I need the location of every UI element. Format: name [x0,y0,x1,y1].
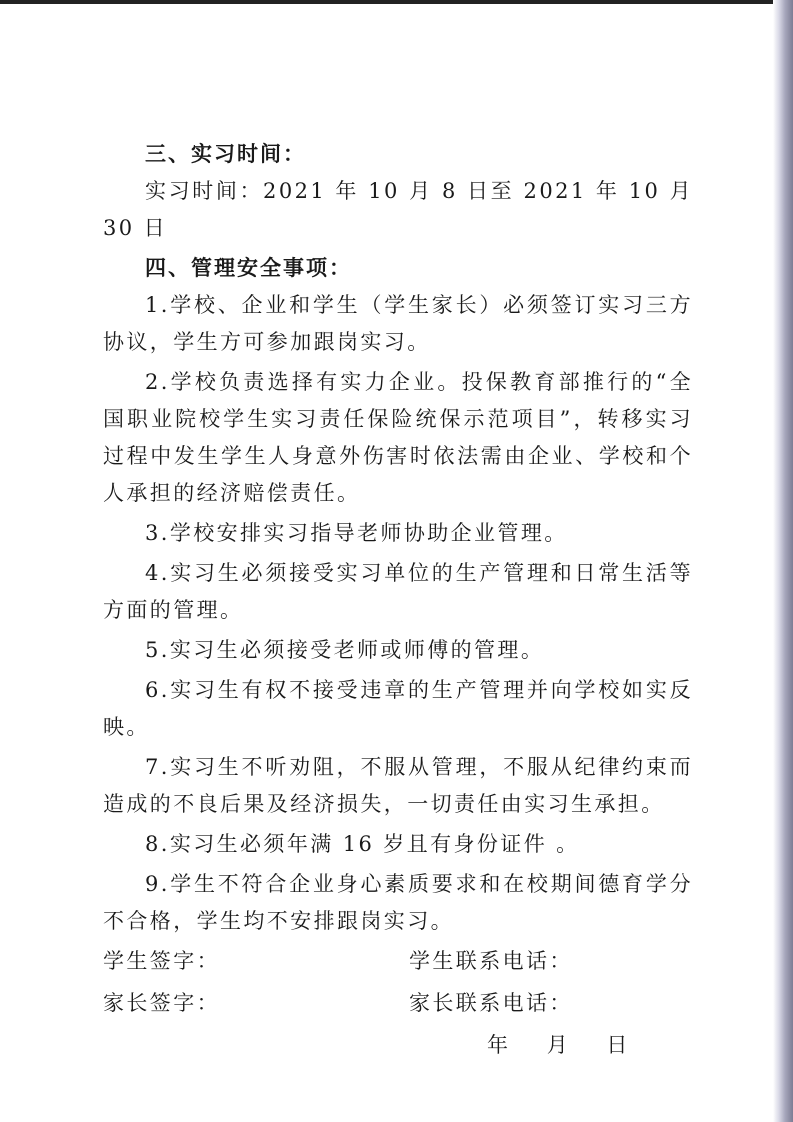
parent-signature-label: 家长签字： [103,991,220,1015]
date-row [103,1027,693,1067]
section-3-heading: 三、实习时间： [145,142,306,166]
student-signature-label: 学生签字： [103,949,220,973]
student-phone-label: 学生联系电话： [409,949,573,973]
scan-right-edge [773,0,793,1122]
student-signature-row [103,943,693,985]
rule-item-3: 3.学校安排实习指导老师协助企业管理。 [145,521,568,545]
section-4-heading: 四、管理安全事项： [145,256,352,280]
document-content [103,136,693,1067]
parent-phone-label: 家长联系电话： [409,991,573,1015]
rule-item-9: 9.学生不符合企业身心素质要求和在校期间德育学分不合格，学生均不安排跟岗实习。 [103,872,693,933]
rule-item-7: 7.实习生不听劝阻，不服从管理，不服从纪律约束而造成的不良后果及经济损失，一切责任由实习生承担。 [103,755,693,816]
internship-time-text: 实习时间：2021 年 10 月 8 日至 2021 年 10 月 30 日 [103,179,693,240]
rule-item-5: 5.实习生必须接受老师或师傅的管理。 [145,638,545,662]
rule-item-4: 4.实习生必须接受实习单位的生产管理和日常生活等方面的管理。 [103,561,693,622]
parent-signature-row [103,985,693,1027]
rule-item-8: 8.实习生必须年满 16 岁且有身份证件 。 [145,832,580,856]
date-line: 年 月 日 [487,1033,630,1057]
rule-item-6: 6.实习生有权不接受违章的生产管理并向学校如实反映。 [103,678,693,739]
rule-item-1: 1.学校、企业和学生（学生家长）必须签订实习三方协议，学生方可参加跟岗实习。 [103,293,693,354]
rule-item-2: 2.学校负责选择有实力企业。投保教育部推行的“全国职业院校学生实习责任保险统保示范项目”，转移实习过程中发生学生人身意外伤害时依法需由企业、学校和个人承担的经济赔偿责任。 [103,370,693,505]
scan-top-edge [0,0,793,4]
